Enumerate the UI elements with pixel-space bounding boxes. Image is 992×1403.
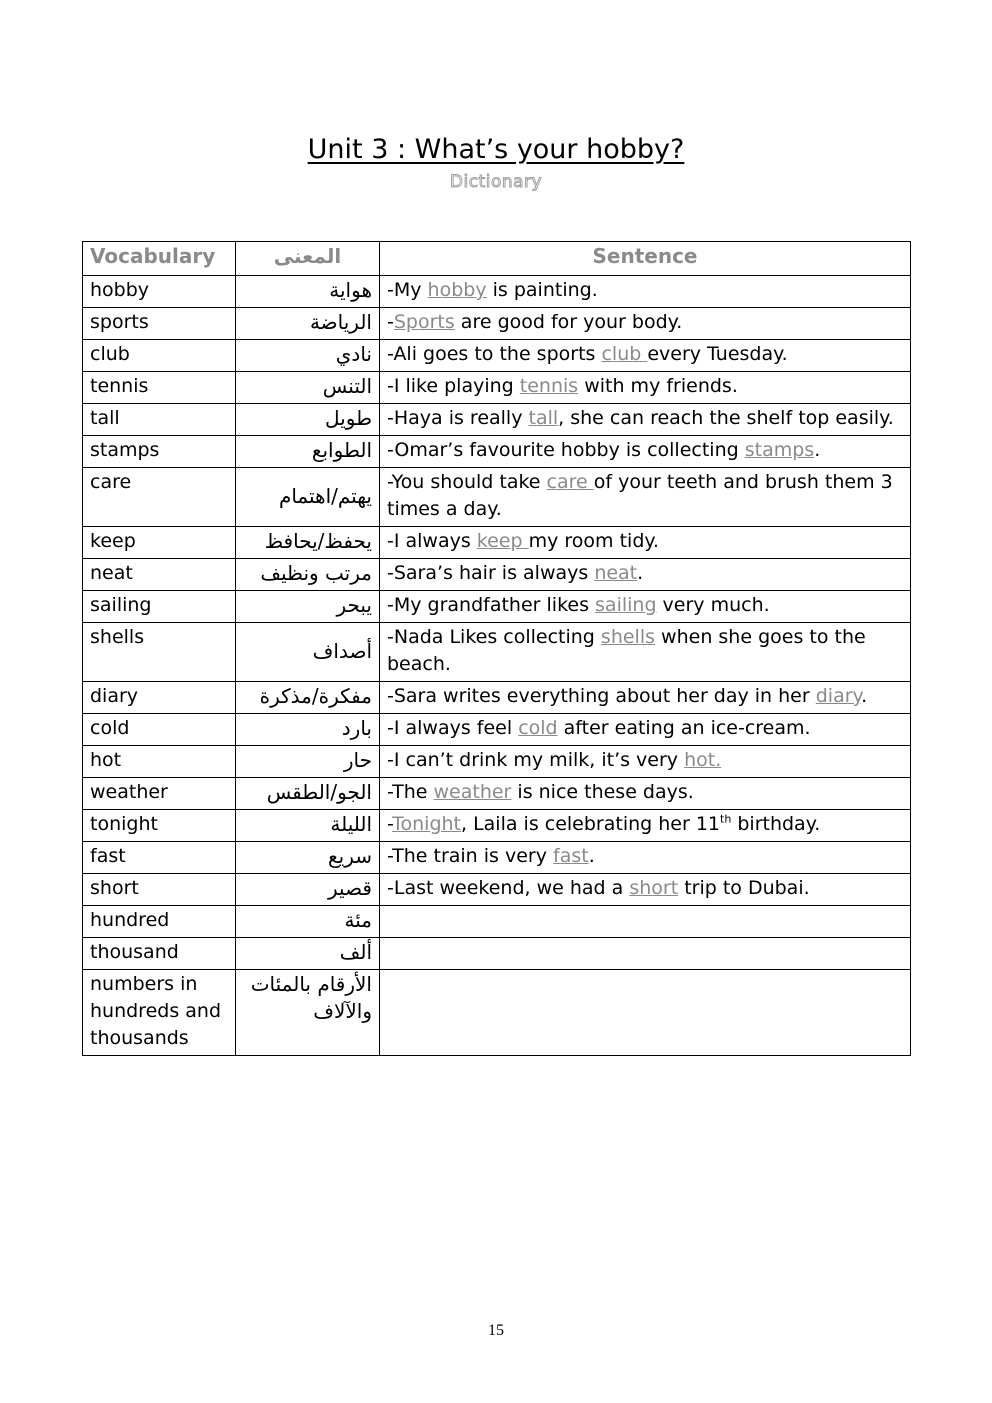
table-row [83,527,911,559]
meaning-cell: مئة [236,906,380,938]
word-cell: keep [83,527,236,559]
meaning-cell: يحفظ/يحافظ [236,527,380,559]
meaning-cell: طويل [236,404,380,436]
ordinal-suffix: th [720,812,732,826]
sentence-text: -I like playing [387,375,520,397]
table-row [83,970,911,1056]
word-cell: care [83,468,236,527]
word-cell: hobby [83,276,236,308]
table-row [83,714,911,746]
sentence-text: - [387,311,394,333]
table-row [83,938,911,970]
highlighted-word: stamps [744,439,815,461]
meaning-cell: بارد [236,714,380,746]
highlighted-word: hobby [427,279,487,301]
table-row [83,559,911,591]
sentence-cell [380,468,911,527]
sentence-text: -Nada Likes collecting [387,626,601,648]
sentence-cell [380,308,911,340]
sentence-text: -Last weekend, we had a [387,877,630,899]
table-row [83,436,911,468]
sentence-text: my room tidy. [528,530,659,552]
meaning-cell: أصداف [236,623,380,682]
sentence-text: - [387,813,393,835]
table-row [83,308,911,340]
table-row [83,746,911,778]
word-cell: sports [83,308,236,340]
highlighted-word: cold [518,717,558,739]
page-subtitle: Dictionary [449,172,543,192]
word-cell: tonight [83,810,236,842]
word-cell: numbers in hundreds and thousands [83,970,236,1056]
sentence-cell [380,938,911,970]
meaning-cell: يبحر [236,591,380,623]
highlighted-word: Sports [393,311,455,333]
table-row [83,468,911,527]
table-row [83,778,911,810]
word-cell: fast [83,842,236,874]
table-row [83,372,911,404]
highlighted-word: keep [476,530,529,552]
sentence-text: -I always [387,530,477,552]
sentence-cell [380,746,911,778]
sentence-text: are good for your body. [454,311,683,333]
sentence-cell [380,276,911,308]
sentence-text: . [861,685,868,707]
sentence-text: -Ali goes to the sports [387,343,602,365]
sentence-text: -You should take [387,471,547,493]
table-row [83,874,911,906]
sentence-text: , Laila is celebrating her 11 [461,813,721,835]
sentence-cell [380,842,911,874]
sentence-text: very much. [656,594,770,616]
word-cell: tall [83,404,236,436]
word-cell: hundred [83,906,236,938]
sentence-text: after eating an ice-cream. [557,717,811,739]
meaning-cell: الرياضة [236,308,380,340]
sentence-text: -Haya is really [387,407,529,429]
table-row [83,404,911,436]
highlighted-word: tall [528,407,559,429]
meaning-cell: حار [236,746,380,778]
table-header-row [83,242,911,276]
meaning-cell: الأرقام بالمئات والآلاف [236,970,380,1056]
sentence-text: . [588,845,595,867]
highlighted-word: care [546,471,594,493]
highlighted-word: hot. [684,749,722,771]
table-row [83,623,911,682]
word-cell: tennis [83,372,236,404]
table-row [83,906,911,938]
table-row [83,276,911,308]
meaning-cell: نادي [236,340,380,372]
table-row [83,591,911,623]
sentence-cell [380,714,911,746]
sentence-text: is nice these days. [511,781,694,803]
highlighted-word: short [629,877,679,899]
sentence-text: -I can’t drink my milk, it’s very [387,749,685,771]
word-cell: club [83,340,236,372]
sentence-text: of your teeth and brush them 3 times a day. [387,471,893,520]
word-cell: sailing [83,591,236,623]
sentence-text: -Omar’s favourite hobby is collecting [387,439,745,461]
table-row [83,682,911,714]
highlighted-word: shells [600,626,656,648]
meaning-cell: يهتم/اهتمام [236,468,380,527]
word-cell: hot [83,746,236,778]
sentence-text: every Tuesday. [647,343,788,365]
sentence-cell [380,810,911,842]
word-cell: cold [83,714,236,746]
sentence-text: -Sara’s hair is always [387,562,595,584]
page-number: 15 [488,1322,504,1339]
word-cell: thousand [83,938,236,970]
sentence-text: . [814,439,821,461]
highlighted-word: neat [594,562,638,584]
sentence-cell [380,591,911,623]
highlighted-word: diary [815,685,862,707]
sentence-cell [380,778,911,810]
sentence-cell [380,970,911,1056]
meaning-cell: مفكرة/مذكرة [236,682,380,714]
sentence-cell [380,372,911,404]
word-cell: short [83,874,236,906]
sentence-text: -Sara writes everything about her day in her [387,685,816,707]
word-cell: shells [83,623,236,682]
sentence-cell [380,874,911,906]
highlighted-word: Tonight [392,813,461,835]
sentence-cell [380,436,911,468]
highlighted-word: sailing [595,594,657,616]
meaning-cell: الطوابع [236,436,380,468]
sentence-cell [380,404,911,436]
table-row [83,842,911,874]
sentence-text: trip to Dubai. [678,877,810,899]
highlighted-word: weather [433,781,512,803]
sentence-text: is painting. [486,279,598,301]
meaning-cell: التنس [236,372,380,404]
meaning-cell: ألف [236,938,380,970]
sentence-text: -My [387,279,428,301]
page-title: Unit 3 : What’s your hobby? [307,134,685,165]
vocabulary-table [82,241,911,1056]
meaning-cell: قصير [236,874,380,906]
sentence-text: birthday. [731,813,821,835]
table-row [83,340,911,372]
meaning-cell: سريع [236,842,380,874]
header-sentence: Sentence [380,242,911,276]
highlighted-word: tennis [519,375,579,397]
sentence-text: -I always feel [387,717,519,739]
sentence-text: . [637,562,644,584]
meaning-cell: الليلة [236,810,380,842]
sentence-cell [380,623,911,682]
sentence-text: when she goes to the beach. [387,626,866,675]
header-vocabulary: Vocabulary [83,242,236,276]
word-cell: diary [83,682,236,714]
sentence-text: -My grandfather likes [387,594,596,616]
meaning-cell: هواية [236,276,380,308]
sentence-cell [380,682,911,714]
meaning-cell: مرتب ونظيف [236,559,380,591]
header-meaning: المعنى [236,242,380,276]
sentence-cell [380,559,911,591]
sentence-cell [380,906,911,938]
sentence-text: , she can reach the shelf top easily. [558,407,894,429]
sentence-cell [380,340,911,372]
table-row [83,810,911,842]
word-cell: weather [83,778,236,810]
word-cell: neat [83,559,236,591]
sentence-text: -The train is very [387,845,553,867]
sentence-text: -The [387,781,434,803]
word-cell: stamps [83,436,236,468]
meaning-cell: الجو/الطقس [236,778,380,810]
highlighted-word: club [601,343,648,365]
highlighted-word: fast [553,845,589,867]
sentence-text: with my friends. [578,375,738,397]
sentence-cell [380,527,911,559]
